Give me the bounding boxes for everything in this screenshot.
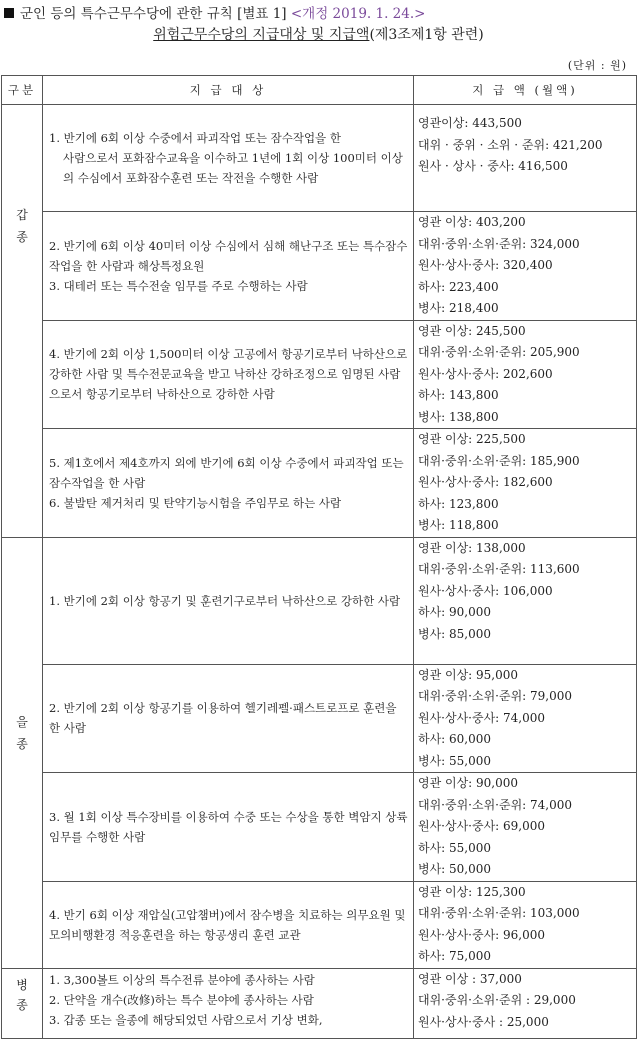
column-header-target: 지 급 대 상 [43,76,414,105]
amount-line: 대위·중위·소위·준위: 185,900 [418,453,580,468]
target-cell [43,212,414,321]
target-item: 3. 갑종 또는 을종에 해당되었던 사람으로서 기상 변화, [49,1012,323,1027]
amount-line: 하사: 123,800 [418,496,499,511]
regulation-title [4,2,425,22]
target-item: 6. 불발탄 제거처리 및 탄약기능시험을 주임무로 하는 사람 [49,495,342,510]
target-item: 3. 월 1회 이상 특수장비를 이용하여 수중 또는 수상을 통한 벽암지 상륙임무를 수행한 사람 [49,809,408,844]
amount-line: 하사: 223,400 [418,279,499,294]
amount-line: 대위·중위·소위·준위: 103,000 [418,906,580,920]
amount-line: 하사: 75,000 [418,949,492,963]
table-row [2,320,637,429]
target-item: 2. 반기에 6회 이상 40미터 이상 수심에서 심해 해난구조 또는 특수잠수 작업을 한 사람과 해상특정요원 [49,238,408,273]
target-item: 3. 대테러 또는 특수전술 임무를 주로 수행하는 사람 [49,278,308,293]
amount-cell [414,212,637,321]
amount-line: 영관 이상: 95,000 [418,667,519,682]
target-cell [43,320,414,429]
target-item: 1. 반기에 2회 이상 항공기 및 훈련기구로부터 낙하산으로 강하한 사람 [49,593,401,608]
amount-line: 원사·상사·중사: 202,600 [418,366,553,381]
table-row [2,429,637,538]
target-item: 4. 반기에 2회 이상 1,500미터 이상 고공에서 항공기로부터 낙하산으로 강하한 사람 및 특수전문교육을 받고 낙하산 강하조정으로 임명된 사람으로서 항공기로부터 낙하산으로 강하한 사람 [49,347,408,402]
amount-line: 대위·중위·소위·준위 : 29,000 [418,993,576,1007]
amount-line: 원사·상사·중사: 182,600 [418,475,553,489]
amount-line: 원사·상사·중사: 320,400 [418,258,553,272]
amount-line: 하사: 55,000 [418,840,492,855]
amount-line: 대위·중위·소위·준위: 79,000 [418,689,573,703]
target-cell [43,773,414,882]
column-header-amount: 지 급 액 (월액) [414,76,637,105]
amount-cell [414,105,637,212]
target-cell [43,429,414,538]
target-item: 1. 3,300볼트 이상의 특수전류 분야에 종사하는 사람 [49,972,315,987]
table-row [2,105,637,212]
section-label-byeong: 병 종 [2,968,43,1038]
amount-line: 영관 이상: 245,500 [418,323,526,338]
amount-line: 병사: 218,400 [418,301,499,315]
table-row [2,664,637,773]
amount-line: 원사 · 상사 · 중사: 416,500 [418,159,568,173]
amount-cell [414,968,637,1038]
table-row [2,881,637,968]
section-label-eul: 을 종 [2,537,43,968]
amount-line: 병사: 118,800 [418,518,499,532]
regulation-title-text: 군인 등의 특수근무수당에 관한 규칙 [별표 1] [20,6,287,22]
amount-line: 하사: 143,800 [418,388,499,402]
amount-line: 병사: 50,000 [418,862,492,876]
target-item: 5. 제1호에서 제4호까지 외에 반기에 6회 이상 수중에서 파괴작업 또는 잠수작업을 한 사람 [49,455,404,490]
unit-label: (단위 : 원) [567,59,627,72]
amount-line: 하사: 90,000 [418,605,492,619]
section-label-gap: 갑 종 [2,105,43,538]
target-cell [43,105,414,212]
amount-line: 대위 · 중위 · 소위 · 준위: 421,200 [418,137,603,152]
amount-line: 대위·중위·소위·준위: 113,600 [418,562,580,576]
target-cell [43,968,414,1038]
amount-line: 병사: 138,800 [418,409,499,424]
allowance-table [1,75,637,1039]
amount-cell [414,537,637,664]
amount-cell [414,773,637,882]
square-bullet-icon [4,8,14,18]
target-item: 2. 단약을 개수(改修)하는 특수 분야에 종사하는 사람 [49,992,314,1007]
amount-line: 영관 이상 : 37,000 [418,971,522,986]
amount-line: 대위·중위·소위·준위: 74,000 [418,797,573,812]
amount-line: 영관 이상: 125,300 [418,884,526,899]
subtitle-reference: (제3조제1항 관련) [369,27,484,43]
amount-line: 영관 이상: 138,000 [418,540,526,555]
amount-cell [414,664,637,773]
table-row [2,773,637,882]
table-header-row [2,76,637,105]
amount-line: 병사: 85,000 [418,626,492,641]
amount-line: 영관 이상: 90,000 [418,776,519,790]
amount-line: 원사·상사·중사: 106,000 [418,583,553,598]
amount-cell [414,429,637,538]
amount-line: 원사·상사·중사: 96,000 [418,927,546,942]
target-cell [43,537,414,664]
amount-cell [414,881,637,968]
target-item: 2. 반기에 2회 이상 항공기를 이용하여 헬기레펠·패스트로프로 훈련을 한 사람 [49,701,397,736]
amount-line: 원사·상사·중사: 74,000 [418,710,546,725]
amount-line: 하사: 60,000 [418,732,492,746]
amount-line: 대위·중위·소위·준위: 205,900 [418,345,580,359]
table-row [2,968,637,1038]
subtitle-main: 위험근무수당의 지급대상 및 지급액 [153,27,370,43]
amount-line: 영관 이상: 403,200 [418,215,526,229]
target-item: 4. 반기 6회 이상 재압실(고압챔버)에서 잠수병을 치료하는 의무요원 및 모의비행환경 적응훈련을 하는 항공생리 훈련 교관 [49,907,406,942]
target-item: 사람으로서 포화잠수교육을 이수하고 1년에 1회 이상 100미터 이상의 수심에서 포화잠수훈련 또는 작전을 수행한 사람 [63,151,403,185]
revision-note: <개정 2019. 1. 24.> [290,6,426,22]
amount-line: 병사: 55,000 [418,753,492,768]
table-subtitle [0,24,637,44]
amount-line: 원사·상사·중사 : 25,000 [418,1014,549,1029]
amount-line: 대위·중위·소위·준위: 324,000 [418,236,580,251]
target-item: 1. 반기에 6회 이상 수중에서 파괴작업 또는 잠수작업을 한 [49,131,341,145]
amount-cell [414,320,637,429]
amount-line: 원사·상사·중사: 69,000 [418,819,546,833]
column-header-category: 구분 [2,76,43,105]
amount-line: 영관이상: 443,500 [418,116,522,130]
target-cell [43,664,414,773]
target-cell [43,881,414,968]
table-row [2,212,637,321]
amount-line: 영관 이상: 225,500 [418,432,526,446]
table-row [2,537,637,664]
